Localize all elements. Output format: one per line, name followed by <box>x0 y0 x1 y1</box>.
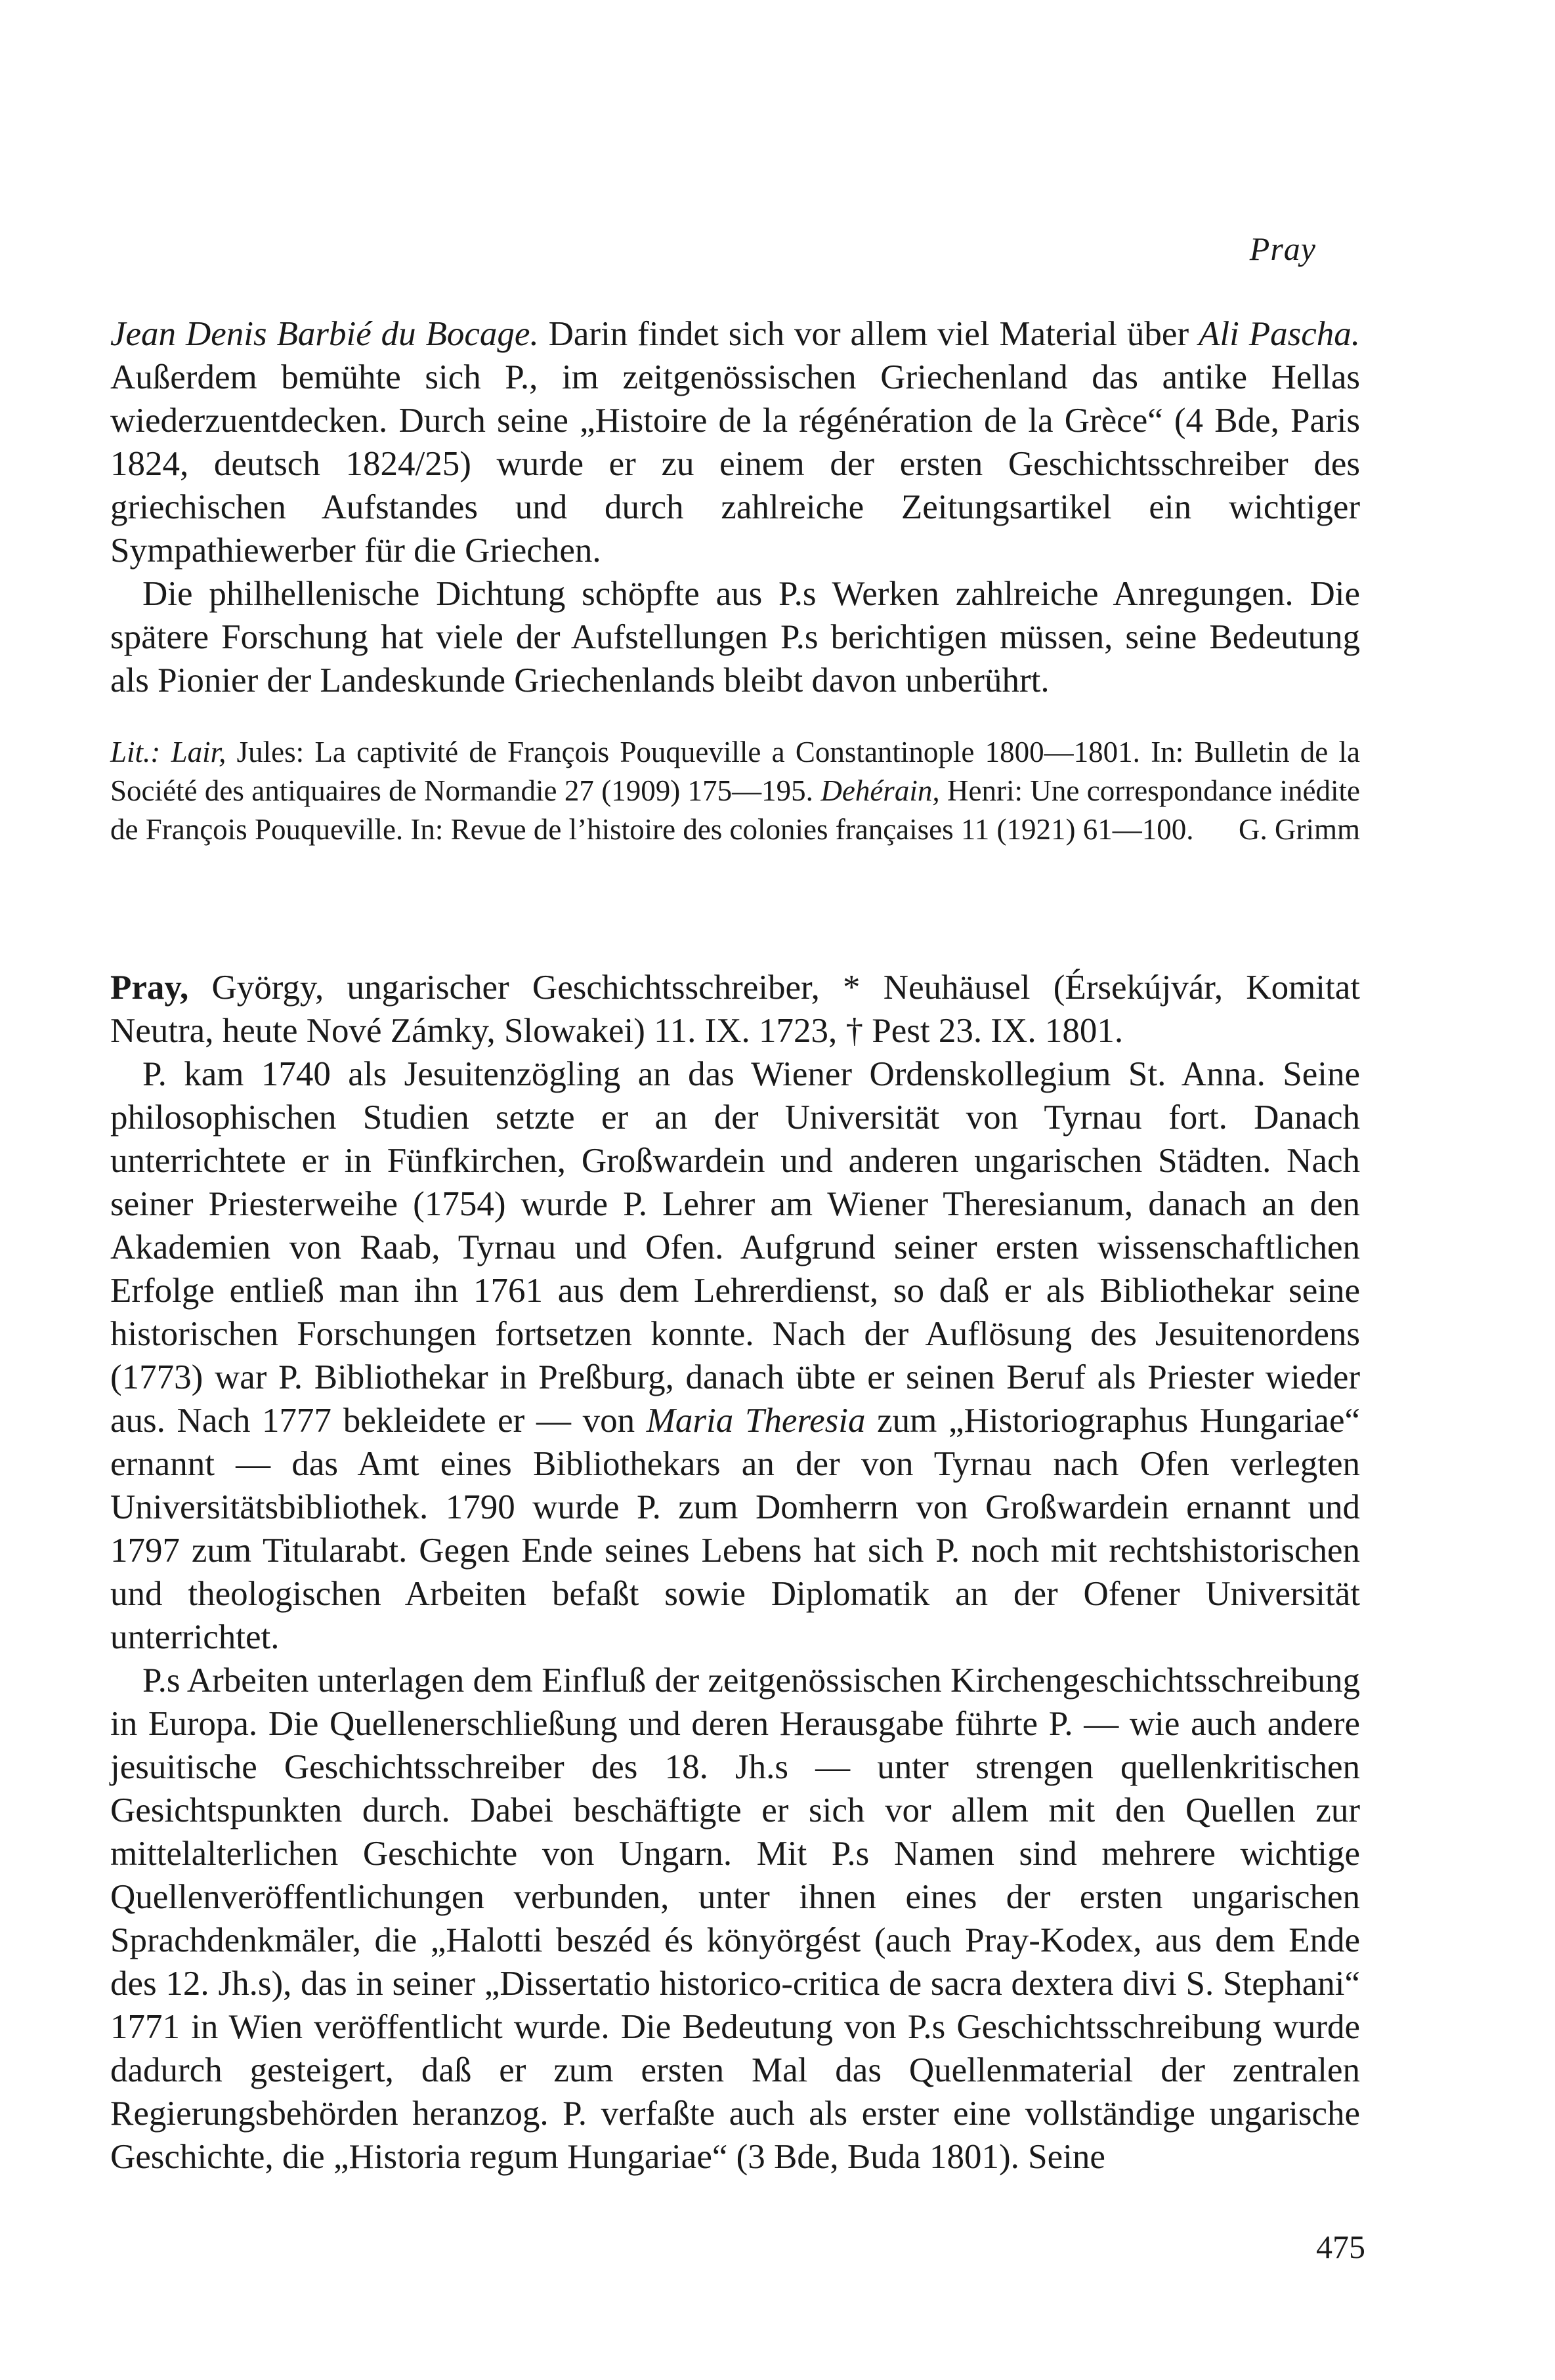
paragraph: P.s Arbeiten unterlagen dem Einfluß der zeitgenössischen Kirchengeschichtsschreibung in Europa. Die Quellenerschließung und deren Herausgabe führte P. — wie auch andere jesuitische Geschichtsschreiber des 18. Jh.s — unter strengen quellenkritischen Gesichtspunkten durch. Dabei beschäftigte er sich vor allem mit den Quellen zur mittelalterlichen Geschichte von Ungarn. Mit P.s Namen sind mehrere wichtige Quellenveröffentlichungen verbunden, unter ihnen eines der ersten ungarischen Sprachdenkmäler, die „Halotti beszéd és könyörgést (auch Pray-Kodex, aus dem Ende des 12. Jh.s), das in seiner „Dissertatio historico-critica de sacra dextera divi S. Stephani“ 1771 in Wien veröffentlicht wurde. Die Bedeutung von P.s Geschichtsschreibung wurde dadurch gesteigert, daß er zum ersten Mal das Quellenmaterial der zentralen Regierungsbehörden heranzog. P. verfaßte auch als erster eine vollständige ungarische Geschichte, die „Historia regum Hungariae“ (3 Bde, Buda 1801). Seine <box>110 1661 1360 2176</box>
text-run: Außerdem bemühte sich P., im zeitgenössischen Griechenland das antike Hellas wiederzuentdecken. Durch seine „Histoire de la régénération de la Grèce“ (4 Bde, Paris 1824, deutsch 1824/25) wurde er zu einem der ersten Geschichtsschreiber des griechischen Aufstandes und durch zahlreiche Zeitungsartikel ein wichtiger Sympathiewerber für die Griechen. <box>110 358 1360 570</box>
page-number: 475 <box>1316 2228 1365 2265</box>
text-run: zum „Historiographus Hungariae“ ernannt — das Amt eines Bibliothekars an der von Tyrnau nach Ofen verlegten Universitätsbibliothek. 1790 wurde P. zum Domherrn von Großwardein ernannt und 1797 zum Titularabt. Gegen Ende seines Lebens hat sich P. noch mit rechtshistorischen und theologischen Arbeiten befaßt sowie Diplomatik an der Ofener Universität unterrichtet. <box>110 1402 1360 1656</box>
headword: Pray, <box>110 969 189 1007</box>
paragraph <box>110 1053 1360 1659</box>
paragraph: Die philhellenische Dichtung schöpfte aus P.s Werken zahlreiche Anregungen. Die spätere Forschung hat viele der Aufstellungen P.s berichtigen müssen, seine Bedeutung als Pionier der Landeskunde Griechenlands bleibt davon unberührt. <box>110 575 1360 699</box>
text-run: P. kam 1740 als Jesuitenzögling an das Wiener Ordenskollegium St. Anna. Seine philosophischen Studien setzte er an der Universität von Tyrnau fort. Danach unterrichtete er in Fünfkirchen, Großwardein und anderen ungarischen Städten. Nach seiner Priesterweihe (1754) wurde P. Lehrer am Wiener Theresianum, danach an den Akademien von Raab, Tyrnau und Ofen. Aufgrund seiner ersten wissenschaftlichen Erfolge entließ man ihn 1761 aus dem Lehrerdienst, so daß er als Bibliothekar seine historischen Forschungen fortsetzen konnte. Nach der Auflösung des Jesuitenordens (1773) war P. Bibliothekar in Preßburg, danach übte er seinen Beruf als Priester wieder aus. Nach 1777 bekleidete er — von <box>110 1055 1360 1440</box>
lit-author: Dehérain, <box>820 774 940 807</box>
italic-name: Maria Theresia <box>646 1402 866 1440</box>
lit-text: Henri: Une correspondance inédite de François Pouqueville. In: Revue de l’histoire des colonies françaises 11 (1921) 61—100. <box>110 774 1360 846</box>
lit-text: Jules: La captivité de François Pouqueville a Constantinople 1800—1801. In: Bulletin de la Société des antiquaires de Normandie 27 (1909) 175—195. <box>110 736 1360 807</box>
lit-label: Lit.: <box>110 736 161 768</box>
literature-references <box>110 733 1360 849</box>
running-head: Pray <box>1249 230 1316 267</box>
italic-name: Ali Pascha. <box>1199 315 1360 353</box>
lit-author: Lair, <box>171 736 226 768</box>
text-run: Darin findet sich vor allem viel Material über <box>538 315 1199 353</box>
previous-entry-continuation <box>110 312 1360 702</box>
entry-heading <box>110 966 1360 1053</box>
italic-name: Jean Denis Barbié du Bocage. <box>110 315 539 353</box>
pray-entry <box>110 966 1360 2179</box>
heading-text: György, ungarischer Geschichtsschreiber, * Neuhäusel (Érsekújvár, Komitat Neutra, heute Nové Zámky, Slowakei) 11. IX. 1723, † Pest 23. IX. 1801. <box>110 969 1360 1050</box>
paragraph <box>110 312 1360 572</box>
entry-author: G. Grimm <box>1239 813 1360 846</box>
